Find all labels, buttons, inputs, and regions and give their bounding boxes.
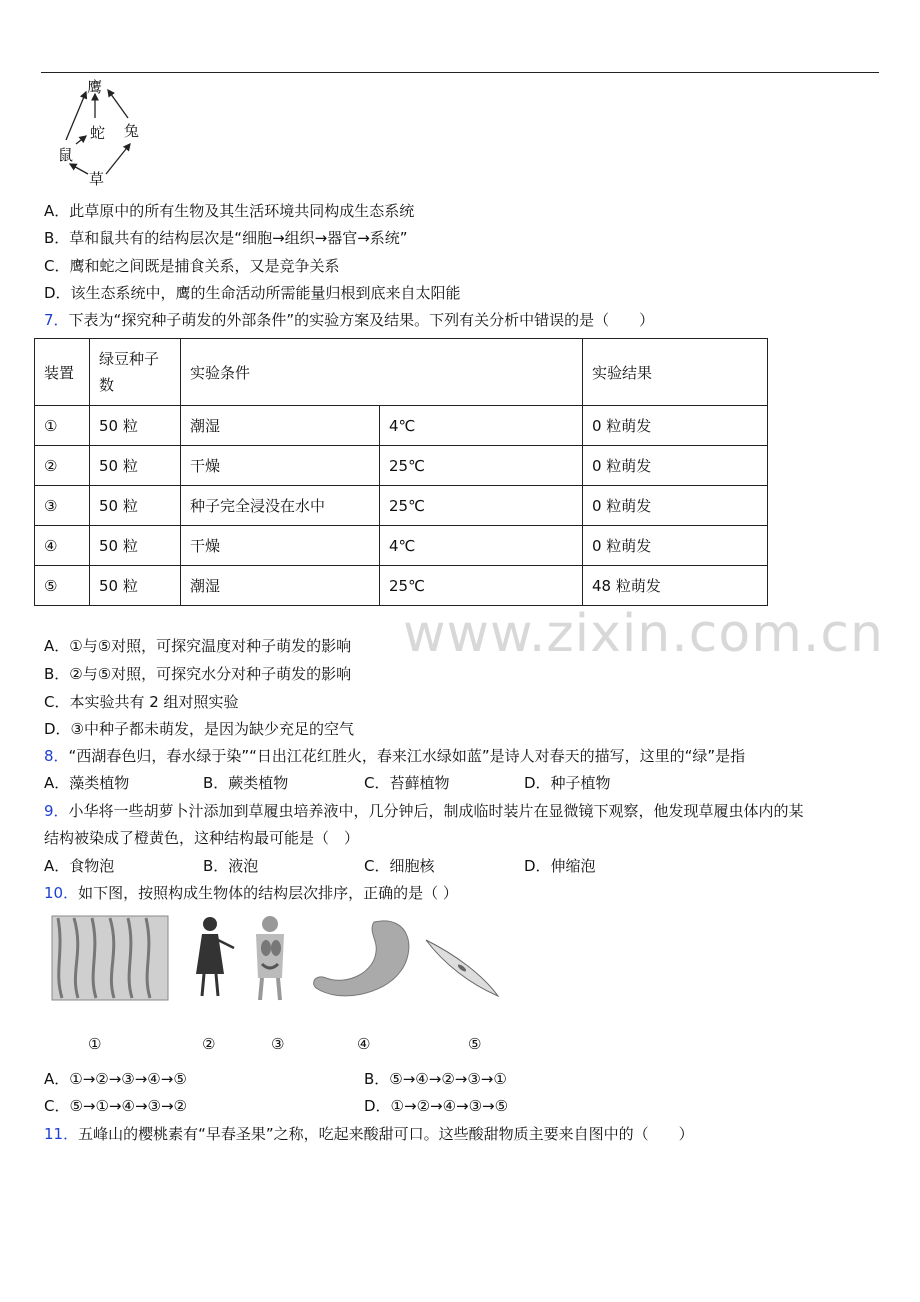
cell-temperature: 4℃ [380,526,583,566]
q7-option-a: A．①与⑤对照，可探究温度对种子萌发的影响 [44,637,352,655]
cell-moisture: 干燥 [181,446,380,486]
body-systems-image [256,916,284,1000]
cell-temperature: 25℃ [380,566,583,606]
q7-number: 7． [44,311,69,329]
q10-text: 如下图，按照构成生物体的结构层次排序，正确的是（ ） [78,884,458,902]
cell-moisture: 种子完全浸没在水中 [181,486,380,526]
q9-stem-line1 [44,801,804,821]
q7-option-d: D．③中种子都未萌发，是因为缺少充足的空气 [44,720,354,738]
muscle-tissue-image [52,916,168,1000]
cell-device: ② [35,446,90,486]
header-device: 装置 [35,339,90,406]
rabbit-label: 兔 [124,122,140,140]
cell-result: 0 粒萌发 [583,446,768,486]
cell-temperature: 4℃ [380,406,583,446]
header-condition: 实验条件 [181,339,583,406]
mouse-label: 鼠 [58,146,74,164]
watermark: www.zixin.com.cn [403,604,884,664]
q8-option-c: C．苔藓植物 [364,774,450,792]
q11-number: 11． [44,1125,79,1143]
fig-label-5: ⑤ [468,1035,482,1053]
cell-device: ③ [35,486,90,526]
q9-option-d: D．伸缩泡 [524,857,596,875]
header-seed-count: 绿豆种子数 [90,339,181,406]
q10-option-d: D．①→②→④→③→⑤ [364,1097,509,1115]
q8-text: “西湖春色归，春水绿于染”“日出江花红胜火，春来江水绿如蓝”是诗人对春天的描写，这里的“绿”是指 [68,747,746,765]
q7-option-c: C．本实验共有 2 组对照实验 [44,693,239,711]
q7-stem [44,310,654,330]
table-row [35,446,768,486]
q6-option-b: B．草和鼠共有的结构层次是“细胞→组织→器官→系统” [44,229,408,247]
person-image [196,917,234,996]
cell-result: 48 粒萌发 [583,566,768,606]
q6-option-a: A．此草原中的所有生物及其生活环境共同构成生态系统 [44,202,415,220]
cell-moisture: 干燥 [181,526,380,566]
q9-stem-line2: 结构被染成了橙黄色，这种结构最可能是（ ） [44,829,360,847]
q8-stem [44,746,745,766]
q7-text: 下表为“探究种子萌发的外部条件”的实验方案及结果。下列有关分析中错误的是（ ） [68,311,655,329]
cell-result: 0 粒萌发 [583,406,768,446]
cell-device: ④ [35,526,90,566]
q10-option-b: B．⑤→④→②→③→① [364,1070,507,1088]
cell-temperature: 25℃ [380,486,583,526]
cell-device: ⑤ [35,566,90,606]
q8-option-a: A．藻类植物 [44,774,130,792]
q7-option-b: B．②与⑤对照，可探究水分对种子萌发的影响 [44,665,352,683]
q9-option-a: A．食物泡 [44,857,115,875]
q10-stem [44,883,458,903]
fig-label-4: ④ [357,1035,371,1053]
q10-number: 10． [44,884,79,902]
q6-option-c: C．鹰和蛇之间既是捕食关系，又是竞争关系 [44,257,340,275]
fig-label-1: ① [88,1035,102,1053]
cell-seeds: 50 粒 [90,446,181,486]
q6-option-d: D．该生态系统中，鹰的生命活动所需能量归根到底来自太阳能 [44,284,461,302]
snake-label: 蛇 [90,124,106,142]
q11-stem [44,1124,694,1144]
q8-option-b: B．蕨类植物 [203,774,289,792]
q9-number: 9． [44,802,69,820]
q9-option-c: C．细胞核 [364,857,435,875]
q8-number: 8． [44,747,69,765]
experiment-table [34,338,768,606]
cell-moisture: 潮湿 [181,566,380,606]
cell-result: 0 粒萌发 [583,526,768,566]
q11-text: 五峰山的樱桃素有“早春圣果”之称，吃起来酸甜可口。这些酸甜物质主要来自图中的（ ） [78,1125,694,1143]
cell-temperature: 25℃ [380,446,583,486]
grass-label: 草 [89,170,105,188]
q10-option-a: A．①→②→③→④→⑤ [44,1070,187,1088]
cell-seeds: 50 粒 [90,486,181,526]
muscle-cell-image [426,940,498,996]
table-row [35,566,768,606]
header-result: 实验结果 [583,339,768,406]
stomach-image [314,921,409,996]
table-header-row [35,339,768,406]
table-row [35,526,768,566]
cell-seeds: 50 粒 [90,526,181,566]
fig-label-3: ③ [271,1035,285,1053]
cell-device: ① [35,406,90,446]
food-web-diagram [52,74,152,188]
hawk-label: 鹰 [87,78,103,96]
q10-figures [44,912,514,1042]
q8-option-d: D．种子植物 [524,774,611,792]
q10-figure-art [44,912,514,1032]
cell-seeds: 50 粒 [90,406,181,446]
cell-seeds: 50 粒 [90,566,181,606]
table-row [35,406,768,446]
fig-label-2: ② [202,1035,216,1053]
header-rule [41,72,879,73]
q9-option-b: B．液泡 [203,857,259,875]
table-row [35,486,768,526]
cell-result: 0 粒萌发 [583,486,768,526]
q10-option-c: C．⑤→①→④→③→② [44,1097,187,1115]
q9-text-1: 小华将一些胡萝卜汁添加到草履虫培养液中，几分钟后，制成临时装片在显微镜下观察，他发现草履虫体内的某 [68,802,804,820]
cell-moisture: 潮湿 [181,406,380,446]
